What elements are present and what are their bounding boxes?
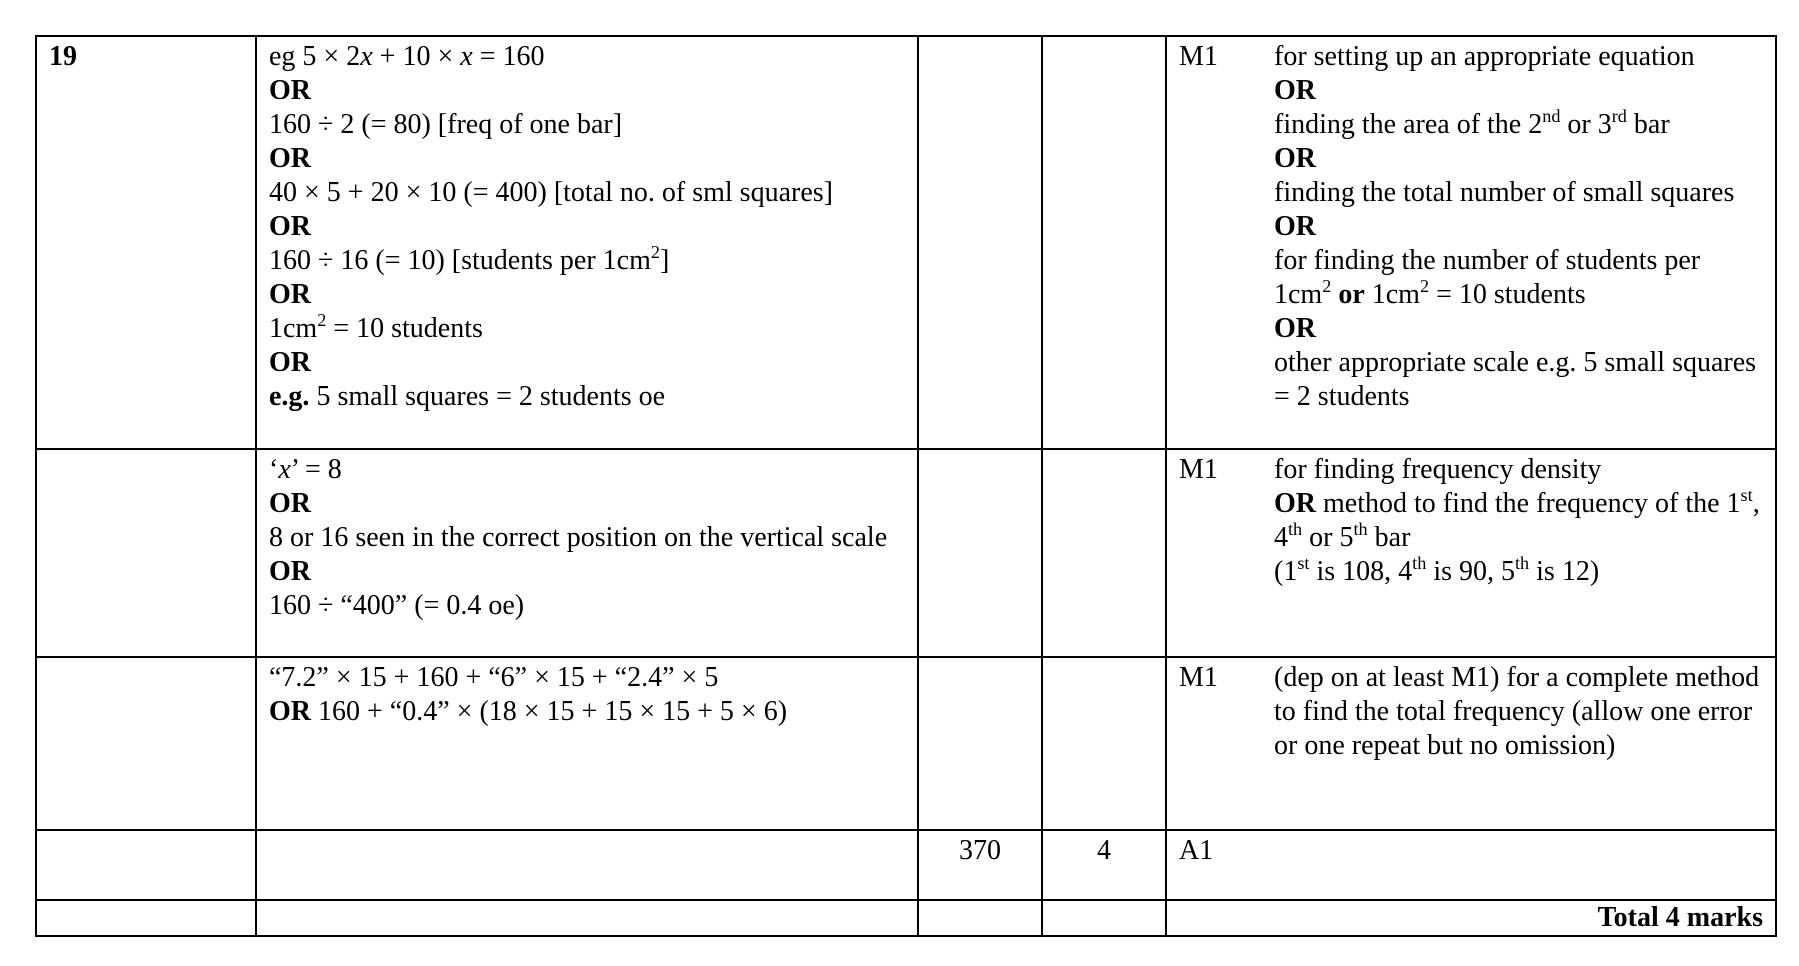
mark-cell [1042, 657, 1166, 830]
text-line: ‘x’ = 8 [269, 454, 342, 485]
text-line: 160 ÷ “400” (= 0.4 oe) [269, 590, 525, 621]
text-line: (dep on at least M1) for a complete method to find the total frequency (allow one error or one repeat but no omission) [1274, 662, 1760, 761]
text-line: 160 ÷ 16 (= 10) [students per $1cm^2$] [269, 242, 670, 276]
notes-cell [1262, 449, 1776, 657]
text-line: for finding the number of students per $1cm^2$ or $1cm^2 = 10$ students [1274, 245, 1701, 310]
mark-scheme-table [35, 35, 1777, 937]
mark-cell: 4 [1042, 830, 1166, 900]
text-line: OR [1274, 313, 1316, 344]
mark-code: M1 [1166, 449, 1262, 657]
text-line: OR [1274, 211, 1316, 242]
answer-cell [918, 36, 1042, 449]
text-line: OR method to find the frequency of the 1st, 4th or 5th bar [1274, 485, 1760, 553]
working-cell [256, 830, 918, 900]
total-row [36, 900, 1776, 936]
table-row [36, 36, 1776, 449]
text-line: (1st is 108, 4th is 90, 5th is 12) [1274, 553, 1600, 587]
answer-cell [918, 449, 1042, 657]
table-row [36, 657, 1776, 830]
text-line: OR [269, 347, 311, 378]
notes-cell [1262, 36, 1776, 449]
working-cell [256, 449, 918, 657]
notes-cell [1262, 830, 1776, 900]
text-line: for finding frequency density [1274, 454, 1602, 485]
text-line: OR [269, 556, 311, 587]
answer-cell: 370 [918, 830, 1042, 900]
mark-code: A1 [1166, 830, 1262, 900]
text-line: 40 × 5 + 20 × 10 (= 400) [total no. of sml squares] [269, 177, 833, 208]
text-line: OR [269, 279, 311, 310]
text-line: OR [269, 75, 311, 106]
mark-code: M1 [1166, 657, 1262, 830]
text-line: OR 160 + “0.4” × (18 × 15 + 15 × 15 + 5 × 6) [269, 696, 788, 727]
answer-cell [918, 657, 1042, 830]
notes-cell [1262, 657, 1776, 830]
working-cell [256, 657, 918, 830]
mark-cell [1042, 36, 1166, 449]
question-number: 19 [36, 36, 256, 449]
text-line: 8 or 16 seen in the correct position on the vertical scale [269, 522, 888, 553]
text-line: other appropriate scale e.g. 5 small squares = 2 students [1274, 347, 1757, 412]
text-line: OR [1274, 75, 1316, 106]
question-number-empty [36, 449, 256, 657]
text-line: OR [269, 143, 311, 174]
text-line: e.g. 5 small squares = 2 students oe [269, 381, 666, 412]
mark-cell [1042, 449, 1166, 657]
table-row [36, 830, 1776, 900]
text-line: eg 5 × 2x + 10 × x = 160 [269, 41, 545, 72]
text-line: 160 ÷ 2 (= 80) [freq of one bar] [269, 109, 623, 140]
working-cell [256, 36, 918, 449]
text-line: OR [269, 488, 311, 519]
text-line: $1cm^2 = 10$ students [269, 310, 483, 344]
table-row [36, 449, 1776, 657]
mark-code: M1 [1166, 36, 1262, 449]
total-marks: Total 4 marks [1166, 900, 1776, 936]
text-line: OR [1274, 143, 1316, 174]
text-line: finding the area of the 2nd or 3rd bar [1274, 106, 1670, 140]
text-line: “7.2” × 15 + 160 + “6” × 15 + “2.4” × 5 [269, 662, 719, 693]
text-line: for setting up an appropriate equation [1274, 41, 1695, 72]
text-line: finding the total number of small squares [1274, 177, 1735, 208]
question-number-empty [36, 657, 256, 830]
question-number-empty [36, 830, 256, 900]
text-line: OR [269, 211, 311, 242]
